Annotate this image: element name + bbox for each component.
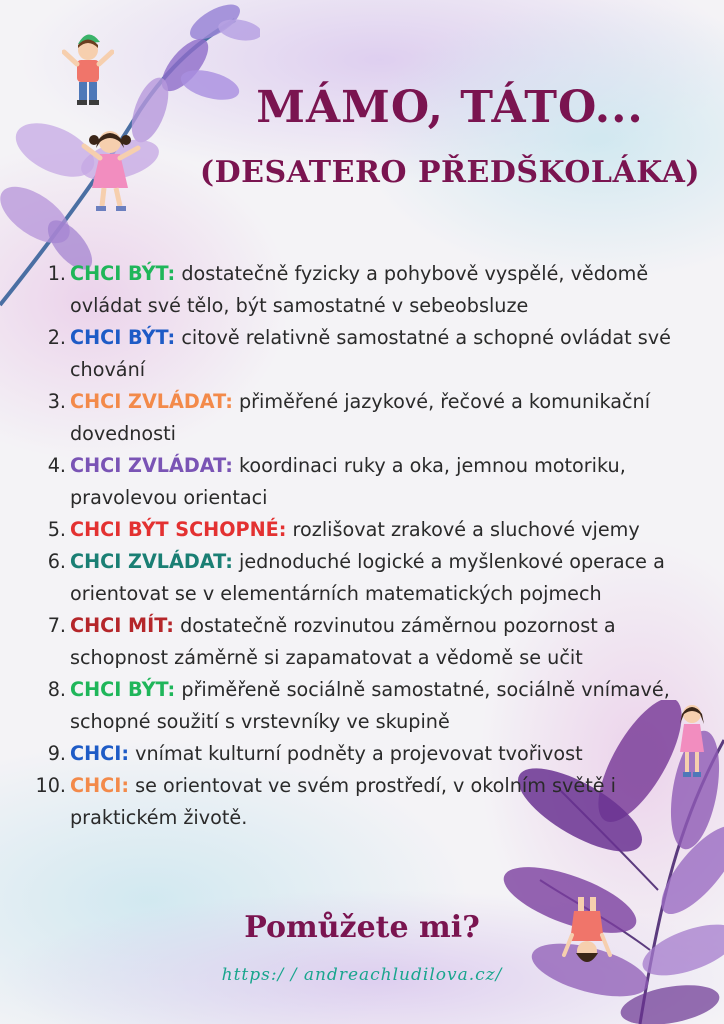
list-item-text: se orientovat ve svém prostředí, v okolním světě i praktickém životě. <box>70 774 616 829</box>
list-item <box>34 674 699 738</box>
list-item-keyword: CHCI BÝT: <box>70 326 176 349</box>
list-item-number: 8. <box>47 678 66 701</box>
closing-question: Pomůžete mi? <box>244 910 480 945</box>
list-item-text: rozlišovat zrakové a sluchové vjemy <box>286 518 640 541</box>
list-item-keyword: CHCI MÍT: <box>70 614 174 637</box>
list-item-text: přiměřeně sociálně samostatné, sociálně vnímavé, schopné soužití s vrstevníky ve skupině <box>70 678 670 733</box>
list-item-text: dostatečně fyzicky a pohybově vyspělé, vědomě ovládat své tělo, být samostatné v sebeobsluze <box>70 262 649 317</box>
list-item <box>34 386 699 450</box>
list-item <box>34 610 699 674</box>
list-item <box>34 322 699 386</box>
list-item-keyword: CHCI: <box>70 742 130 765</box>
list-item <box>34 738 699 770</box>
list-item-number: 10. <box>35 774 66 797</box>
list-item-keyword: CHCI ZVLÁDAT: <box>70 390 233 413</box>
list-item-keyword: CHCI ZVLÁDAT: <box>70 550 233 573</box>
list-item-keyword: CHCI BÝT SCHOPNÉ: <box>70 518 287 541</box>
website-url: https:/ / andreachludilova.cz/ <box>221 965 503 985</box>
list-item-number: 9. <box>47 742 66 765</box>
list-item-number: 2. <box>47 326 66 349</box>
list-item-number: 6. <box>47 550 66 573</box>
list-item-number: 5. <box>47 518 66 541</box>
list-item <box>34 258 699 322</box>
list-item-number: 4. <box>47 454 66 477</box>
list-item-number: 1. <box>47 262 66 285</box>
list-item-text: přiměřené jazykové, řečové a komunikační dovednosti <box>70 390 651 445</box>
list-item <box>34 546 699 610</box>
list-item-text: citově relativně samostatné a schopné ovládat své chování <box>70 326 671 381</box>
list-item-keyword: CHCI: <box>70 774 130 797</box>
list-item-keyword: CHCI BÝT: <box>70 262 176 285</box>
list-item <box>34 450 699 514</box>
list-item-text: vnímat kulturní podněty a projevovat tvořivost <box>129 742 583 765</box>
list-item-number: 3. <box>47 390 66 413</box>
list-item-text: jednoduché logické a myšlenkové operace a orientovat se v elementárních matematických pojmech <box>70 550 665 605</box>
list-item <box>34 770 699 834</box>
list-item <box>34 514 699 546</box>
page-title: MÁMO, TÁTO... <box>256 82 644 133</box>
page-subtitle: (DESATERO PŘEDŠKOLÁKA) <box>199 155 701 190</box>
list-item-text: dostatečně rozvinutou záměrnou pozornost a schopnost záměrně si zapamatovat a vědomě se učit <box>70 614 616 669</box>
list-item-keyword: CHCI BÝT: <box>70 678 176 701</box>
list-item-text: koordinaci ruky a oka, jemnou motoriku, pravolevou orientaci <box>70 454 626 509</box>
list-item-number: 7. <box>47 614 66 637</box>
rules-list <box>34 258 699 834</box>
list-item-keyword: CHCI ZVLÁDAT: <box>70 454 233 477</box>
